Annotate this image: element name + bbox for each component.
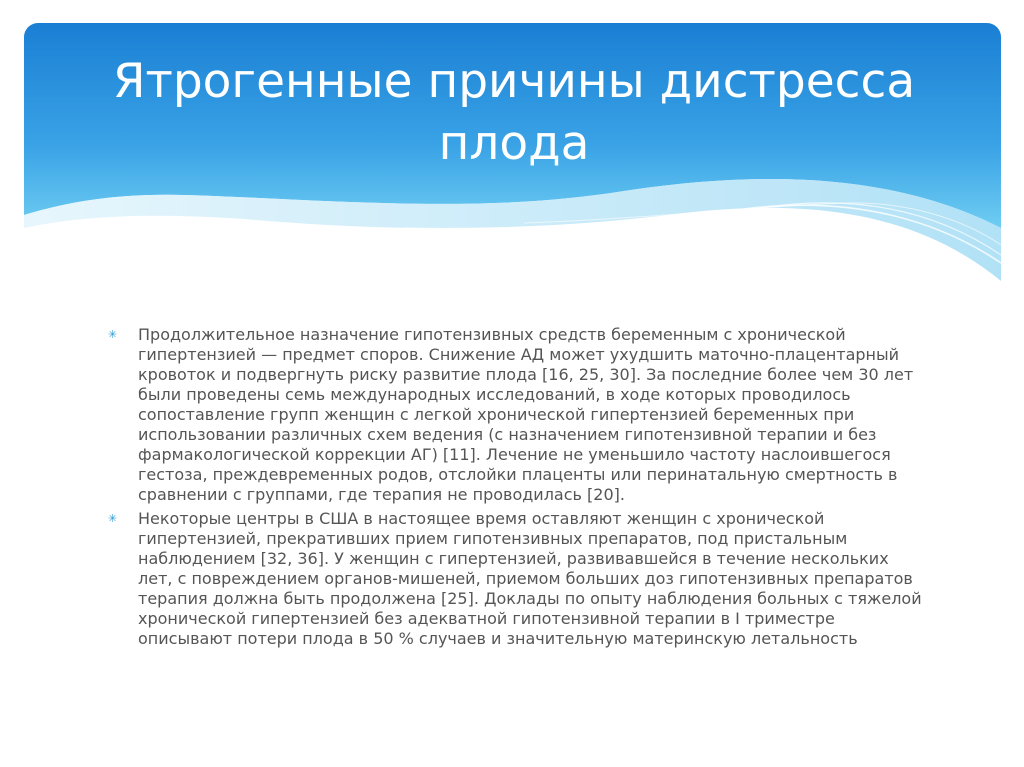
bullet-item (108, 509, 928, 649)
bullet-list (108, 303, 928, 649)
star-bullet-icon: ✳ (108, 512, 118, 525)
bullet-text: Продолжительное назначение гипотензивных средств беременным с хронической гипертензией — предмет споров. Снижение АД может ухудшить маточно-плацентарный кровоток и подвергнуть риску развитие плода [16, 25, 30]. За последние более чем 30 лет были проведены семь международных исследований, в ходе которых проводилось сопоставление групп женщин с легкой хронической гипертензией беременных при использовании различных схем ведения (с назначением гипотензивной терапии и без фармакологической коррекции АГ) [11]. Лечение не уменьшило частоту наслоившегося гестоза, преждевременных родов, отслойки плаценты или перинатальную смертность в сравнении с группами, где терапия не проводилась [20]. (138, 325, 914, 504)
bullet-item (108, 325, 928, 505)
star-bullet-icon: ✳ (108, 328, 118, 341)
slide (24, 23, 1001, 743)
slide-title: Ятрогенные причины дистресса плода (112, 54, 916, 171)
bullet-text: Некоторые центры в США в настоящее время оставляют женщин с хронической гипертензией, прекративших прием гипотензивных препаратов, под пристальным наблюдением [32, 36]. У женщин с гипертензией, развивавшейся в течение нескольких лет, с повреждением органов-мишеней, приемом больших доз гипотензивных препаратов терапия должна быть продолжена [25]. Доклады по опыту наблюдения больных с тяжелой хронической гипертензией без адекватной гипотензивной терапии в I триместре описывают потери плода в 50 % случаев и значительную материнскую летальность (138, 509, 922, 648)
